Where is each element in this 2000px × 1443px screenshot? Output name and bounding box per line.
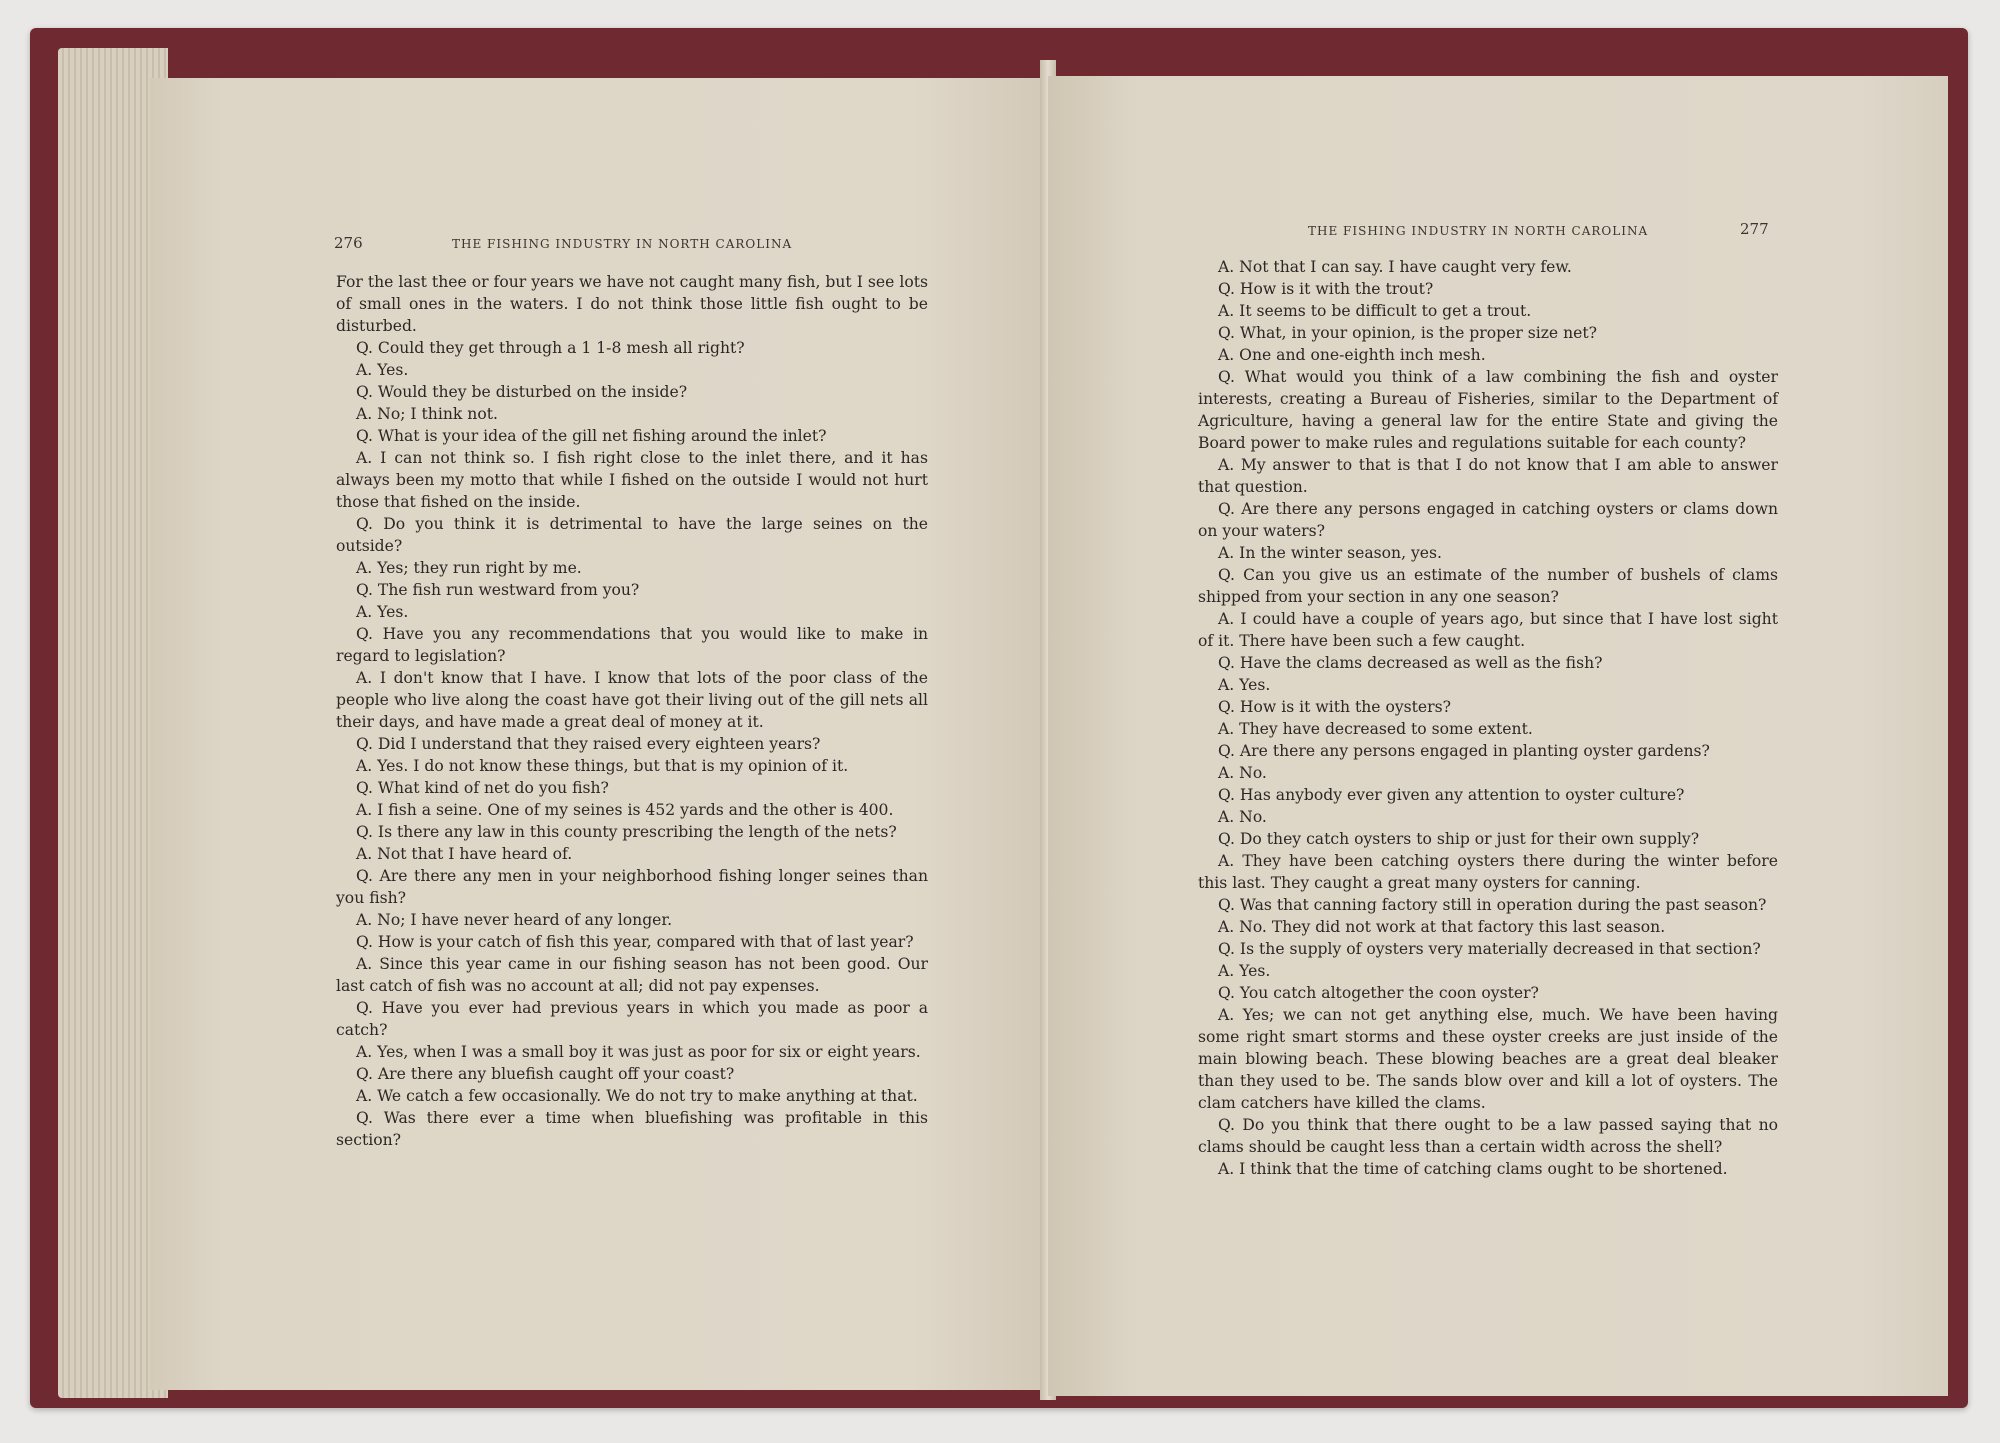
paragraph: Q. Is there any law in this county prescribing the length of the nets? — [356, 823, 897, 841]
paragraph: Q. Is the supply of oysters very materially decreased in that section? — [1218, 940, 1761, 958]
paragraph: Q. Have you ever had previous years in which you made as poor a catch? — [336, 999, 928, 1039]
paragraph: Q. Are there any persons engaged in planting oyster gardens? — [1218, 742, 1710, 760]
paragraph: Q. What is your idea of the gill net fishing around the inlet? — [356, 427, 827, 445]
paragraph: Q. Was that canning factory still in operation during the past season? — [1218, 896, 1767, 914]
paragraph: Q. The fish run westward from you? — [356, 581, 640, 599]
left-page-text — [336, 271, 928, 1151]
paragraph: Q. How is it with the oysters? — [1218, 698, 1451, 716]
paragraph: A. It seems to be difficult to get a trout. — [1218, 302, 1532, 320]
paragraph: Q. Are there any persons engaged in catching oysters or clams down on your waters? — [1198, 500, 1778, 540]
paragraph: A. They have been catching oysters there during the winter before this last. They caught a great many oysters for canning. — [1198, 852, 1778, 892]
paragraph: A. I can not think so. I fish right close to the inlet there, and it has always been my motto that while I fished on the outside I would not hurt those that fished on the inside. — [336, 449, 928, 511]
paragraph: A. No. They did not work at that factory this last season. — [1218, 918, 1666, 936]
paragraph: Q. Can you give us an estimate of the number of bushels of clams shipped from your section in any one season? — [1198, 566, 1778, 606]
paragraph: Q. Could they get through a 1 1-8 mesh all right? — [356, 339, 745, 357]
left-page — [150, 78, 1048, 1390]
paragraph: A. In the winter season, yes. — [1218, 544, 1442, 562]
paragraph: Q. Do you think it is detrimental to have the large seines on the outside? — [336, 515, 928, 555]
paragraph: A. Yes. I do not know these things, but that is my opinion of it. — [356, 757, 849, 775]
paragraph: A. Yes, when I was a small boy it was just as poor for six or eight years. — [356, 1043, 921, 1061]
right-page-number: 277 — [1740, 220, 1769, 238]
paragraph: A. Yes. — [1218, 962, 1271, 980]
right-running-head: THE FISHING INDUSTRY IN NORTH CAROLINA — [1308, 224, 1649, 238]
right-page-text — [1198, 256, 1778, 1180]
paragraph: A. I don't know that I have. I know that lots of the poor class of the people who live along the coast have got their living out of the gill nets all their days, and have made a great deal of money at it. — [336, 669, 928, 731]
paragraph: A. I fish a seine. One of my seines is 452 yards and the other is 400. — [356, 801, 894, 819]
paragraph: A. Yes; we can not get anything else, much. We have been having some right smart storms and these oyster creeks are just inside of the main blowing beach. These blowing beaches are a great deal bleaker than they used to be. The sands blow over and kill a lot of oysters. The clam catchers have killed the clams. — [1198, 1006, 1778, 1112]
paragraph: Q. Are there any bluefish caught off your coast? — [356, 1065, 735, 1083]
paragraph: A. One and one-eighth inch mesh. — [1218, 346, 1486, 364]
paragraph: A. Yes. — [356, 603, 409, 621]
paragraph: Q. Have you any recommendations that you would like to make in regard to legislation? — [336, 625, 928, 665]
paragraph: Q. What would you think of a law combining the fish and oyster interests, creating a Bureau of Fisheries, similar to the Department of Agriculture, having a general law for the entire State and giving the Board power to make rules and regulations suitable for each county? — [1198, 368, 1778, 452]
paragraph: A. They have decreased to some extent. — [1218, 720, 1533, 738]
paragraph: Q. Did I understand that they raised every eighteen years? — [356, 735, 821, 753]
paragraph: A. Yes. — [356, 361, 409, 379]
paragraph: A. No. — [1218, 808, 1267, 826]
paragraph: Q. What, in your opinion, is the proper size net? — [1218, 324, 1598, 342]
paragraph: Q. How is your catch of fish this year, compared with that of last year? — [356, 933, 914, 951]
left-page-number: 276 — [334, 234, 363, 252]
right-page — [1048, 76, 1948, 1396]
left-running-head: THE FISHING INDUSTRY IN NORTH CAROLINA — [452, 237, 793, 251]
paragraph: Q. Would they be disturbed on the inside? — [356, 383, 688, 401]
paragraph: A. Yes. — [1218, 676, 1271, 694]
paragraph: A. My answer to that is that I do not know that I am able to answer that question. — [1198, 456, 1778, 496]
paragraph: Q. Do they catch oysters to ship or just for their own supply? — [1218, 830, 1700, 848]
paragraph: Q. How is it with the trout? — [1218, 280, 1434, 298]
paragraph: Q. Have the clams decreased as well as the fish? — [1218, 654, 1603, 672]
paragraph: A. Not that I have heard of. — [356, 845, 573, 863]
paragraph: Q. You catch altogether the coon oyster? — [1218, 984, 1539, 1002]
paragraph: Q. Was there ever a time when bluefishing was profitable in this section? — [336, 1109, 928, 1149]
paragraph: A. I think that the time of catching clams ought to be shortened. — [1218, 1160, 1728, 1178]
paragraph: A. No; I have never heard of any longer. — [356, 911, 673, 929]
paragraph: A. No. — [1218, 764, 1267, 782]
paragraph: A. Since this year came in our fishing season has not been good. Our last catch of fish was no account at all; did not pay expenses. — [336, 955, 928, 995]
paragraph: Q. Are there any men in your neighborhood fishing longer seines than you fish? — [336, 867, 928, 907]
paragraph: A. Yes; they run right by me. — [356, 559, 582, 577]
paragraph: A. Not that I can say. I have caught very few. — [1218, 258, 1572, 276]
paragraph: A. I could have a couple of years ago, but since that I have lost sight of it. There have been such a few caught. — [1198, 610, 1778, 650]
paragraph: A. No; I think not. — [356, 405, 498, 423]
paragraph: For the last thee or four years we have not caught many fish, but I see lots of small ones in the waters. I do not think those little fish ought to be disturbed. — [336, 273, 928, 335]
paragraph: Q. Has anybody ever given any attention to oyster culture? — [1218, 786, 1685, 804]
paragraph: A. We catch a few occasionally. We do not try to make anything at that. — [356, 1087, 918, 1105]
paragraph: Q. Do you think that there ought to be a law passed saying that no clams should be caught less than a certain width across the shell? — [1198, 1116, 1778, 1156]
paragraph: Q. What kind of net do you fish? — [356, 779, 609, 797]
